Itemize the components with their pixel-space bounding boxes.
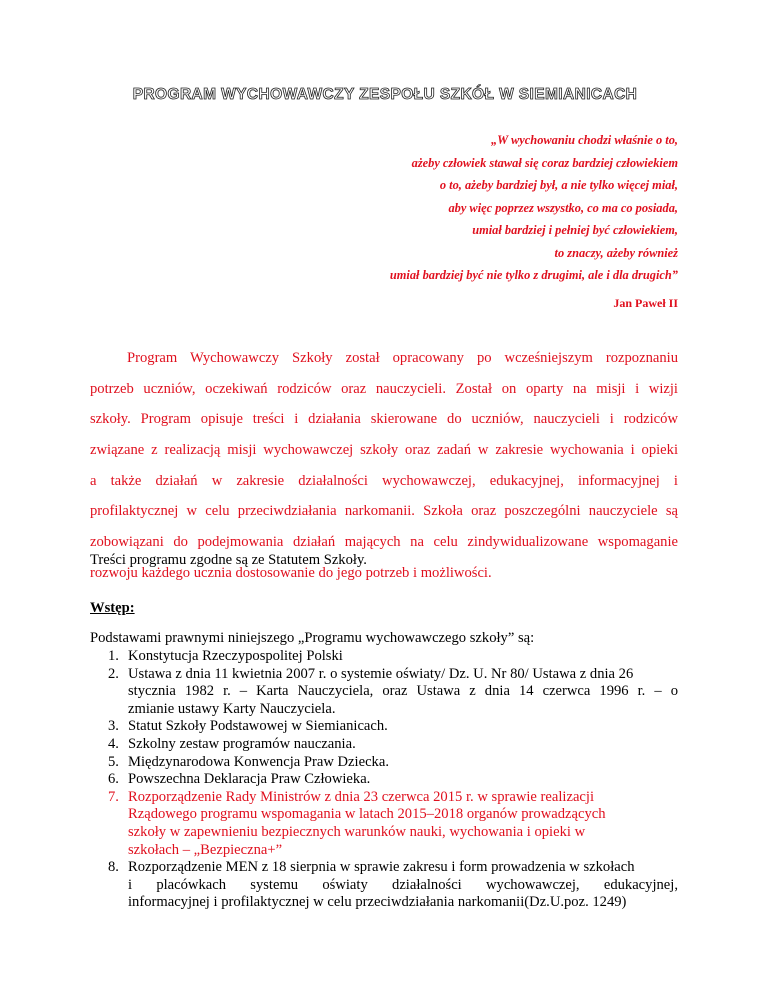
intro-line: Program Wychowawczy Szkoły został opracowany po wcześniejszym rozpoznaniu	[127, 350, 678, 366]
intro-line: profilaktycznej w celu przeciwdziałania narkomanii. Szkoła oraz poszczególni nauczyciele są	[90, 503, 678, 520]
list-item	[90, 736, 678, 754]
list-item-number: 3.	[108, 718, 119, 735]
motto-line: umiał bardziej i pełniej być człowiekiem,	[472, 223, 678, 237]
list-item-line: i placówkach systemu oświaty działalności wychowawczej, edukacyjnej,	[128, 876, 678, 893]
list-item-line: Szkolny zestaw programów nauczania.	[128, 735, 356, 752]
intro-line: szkoły. Program opisuje treści i działania skierowane do uczniów, nauczycieli i rodziców	[90, 411, 678, 428]
list-item-line: szkoły w zapewnieniu bezpiecznych warunków nauki, wychowania i opieki w	[128, 823, 586, 840]
intro-line: potrzeb uczniów, oczekiwań rodziców oraz nauczycieli. Został on oparty na misji i wizji	[90, 380, 678, 397]
intro-line: rozwoju każdego ucznia dostosowanie do jego potrzeb i możliwości.	[90, 564, 492, 581]
list-item-line: Konstytucja Rzeczypospolitej Polski	[128, 648, 343, 664]
list-item	[90, 666, 678, 719]
motto-line: to znaczy, ażeby również	[554, 245, 678, 260]
list-item-line: Rządowego programu wspomagania w latach 2015–2018 organów prowadzących	[128, 806, 606, 823]
list-item	[90, 789, 678, 859]
document-title: PROGRAM WYCHOWAWCZY ZESPOŁU SZKÓŁ W SIEMIANICACH	[132, 86, 638, 103]
list-item	[90, 771, 678, 789]
list-item-line: Ustawa z dnia 11 kwietnia 2007 r. o systemie oświaty/ Dz. U. Nr 80/ Ustawa z dnia 26	[128, 665, 634, 682]
list-item	[90, 718, 678, 736]
motto-line: aby więc poprzez wszystko, co ma co posiada,	[448, 200, 678, 215]
statute-note: Treści programu zgodne są ze Statutem Szkoły.	[90, 552, 367, 568]
motto-line: o to, ażeby bardziej był, a nie tylko więcej miał,	[439, 178, 678, 192]
motto-author: Jan Paweł II	[613, 296, 678, 310]
list-item-line: informacyjnej i profilaktycznej w celu przeciwdziałania narkomanii(Dz.U.poz. 1249)	[128, 894, 627, 911]
list-item-line: szkołach – „Bezpieczna+”	[128, 841, 283, 858]
list-item-number: 6.	[108, 771, 119, 788]
list-item-number: 1.	[108, 648, 119, 664]
list-item-line: Rozporządzenie MEN z 18 sierpnia w sprawie zakresu i form prowadzenia w szkołach	[128, 859, 635, 876]
list-item-line: zmianie ustawy Karty Nauczyciela.	[128, 700, 336, 717]
list-item	[90, 648, 678, 666]
legal-basis-list	[90, 648, 678, 912]
list-item-line: Statut Szkoły Podstawowej w Siemianicach.	[128, 718, 388, 735]
list-item-number: 4.	[108, 735, 119, 752]
list-item-number: 2.	[108, 665, 119, 682]
list-item	[90, 859, 678, 912]
motto-quote	[158, 129, 678, 287]
intro-line: a także działań w zakresie działalności wychowawczej, edukacyjnej, informacyjnej i	[90, 472, 678, 489]
list-item-number: 5.	[108, 753, 119, 770]
list-item-number: 7.	[108, 788, 119, 805]
legal-basis-intro: Podstawami prawnymi niniejszego „Programu wychowawczego szkoły” są:	[90, 630, 535, 646]
intro-line: związane z realizacją misji wychowawczej szkoły oraz zadań w zakresie wychowania i opieki	[90, 442, 678, 459]
list-item-number: 8.	[108, 859, 119, 876]
section-heading: Wstęp:	[90, 600, 135, 616]
motto-line: „W wychowaniu chodzi właśnie o to,	[490, 133, 678, 147]
list-item-line: Rozporządzenie Rady Ministrów z dnia 23 czerwca 2015 r. w sprawie realizacji	[128, 788, 595, 805]
list-item-line: stycznia 1982 r. – Karta Nauczyciela, oraz Ustawa z dnia 14 czerwca 1996 r. – o	[128, 683, 678, 700]
list-item-line: Powszechna Deklaracja Praw Człowieka.	[128, 771, 371, 788]
motto-line: ażeby człowiek stawał się coraz bardziej człowiekiem	[411, 155, 678, 170]
motto-line: umiał bardziej być nie tylko z drugimi, ale i dla drugich”	[389, 268, 678, 282]
list-item-line: Międzynarodowa Konwencja Praw Dziecka.	[128, 753, 389, 770]
list-item	[90, 754, 678, 772]
intro-line: zobowiązani do podejmowania działań mających na celu zindywidualizowane wspomaganie	[90, 534, 678, 551]
